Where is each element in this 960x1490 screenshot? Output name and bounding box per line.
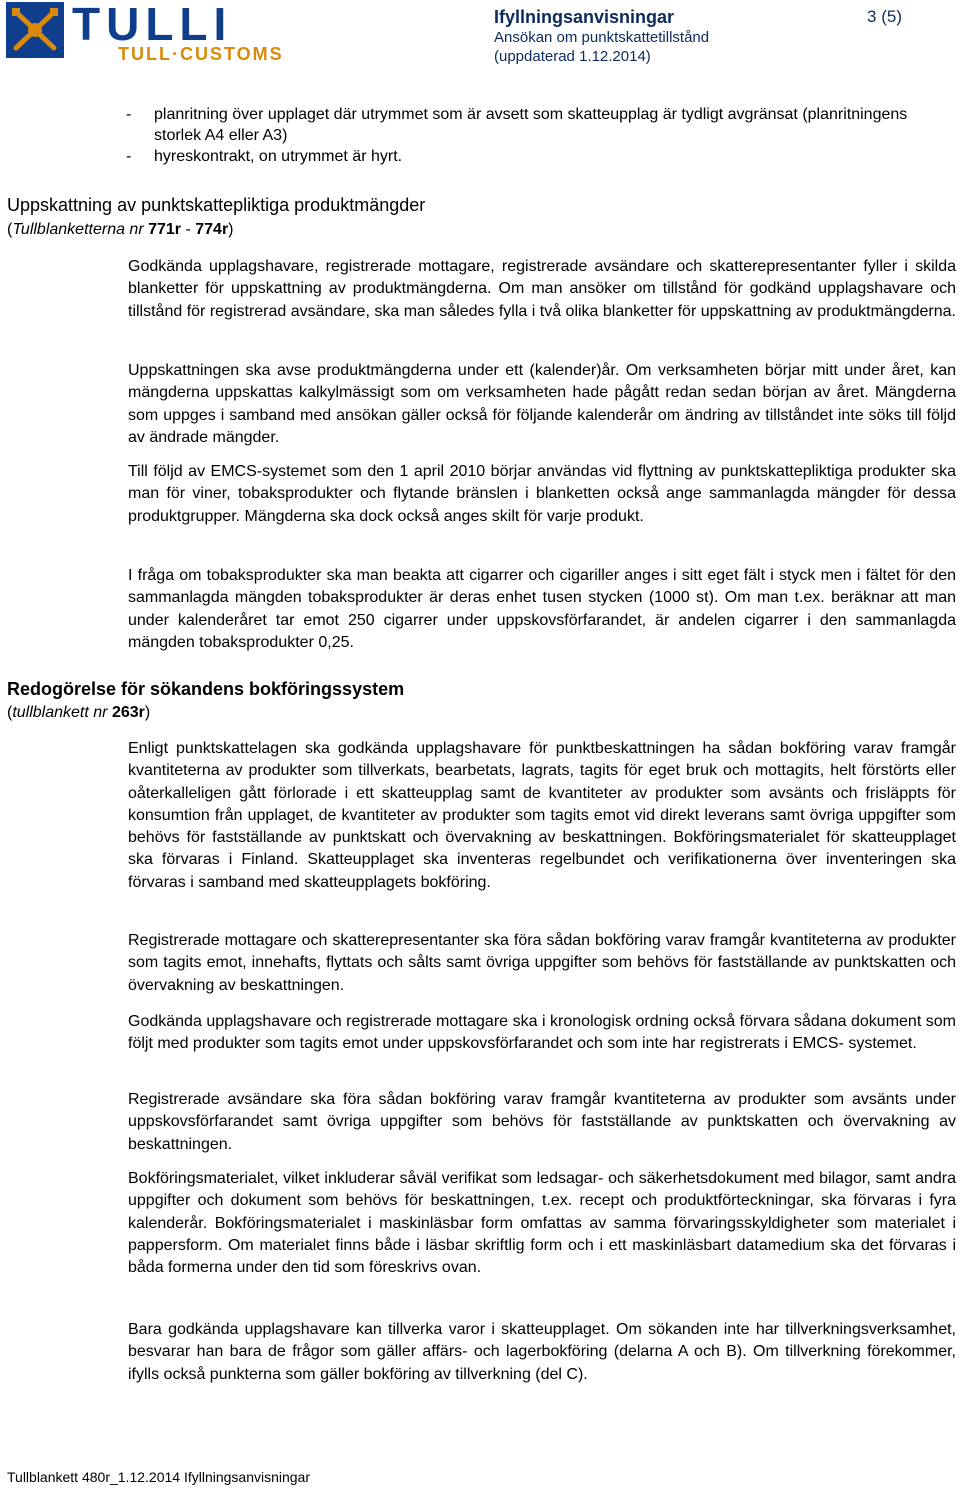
paren-close: )	[144, 704, 151, 721]
list-item	[126, 146, 956, 167]
bullet-dash: -	[126, 148, 132, 165]
paragraph: Godkända upplagshavare, registrerade mottagare, registrerade avsändare och skatterepresentanter fyller i skilda blanketter för uppskattning av produktmängderna. Om man ansöker om tillstånd för godkänd upplagshavare och tillstånd för registrerad avsändare, ska man således fylla i två olika blanketter för uppskattning av produktmängderna.	[128, 258, 956, 320]
form-number: 263r	[111, 704, 145, 721]
paragraph: Till följd av EMCS-systemet som den 1 april 2010 börjar användas vid flyttning av punktskattepliktiga produkter ska man för viner, tobaksprodukter och flytande bränslen i blanketten också ange sammanlagda mängder för dessa produktgrupper. Mängderna ska dock också anges skilt för varje produkt.	[128, 463, 956, 525]
paragraph: I fråga om tobaksprodukter ska man beakta att cigarrer och cigariller anges i sitt eget fält i styck men i fältet för den sammanlagda mängden tobaksprodukter är deras enhet tusen stycken (1000 st). Om man t.ex. beräknar att man under kalenderåret tar emot 250 cigarrer under uppskovsförfarandet, är andelen cigarrer i den sammanlagda mängden tobaksprodukter 0,25.	[128, 567, 956, 651]
document-title: Ifyllningsanvisningar	[494, 7, 675, 27]
list-item	[126, 104, 956, 146]
section-heading-bookkeeping: Redogörelse för sökandens bokföringssystem	[7, 679, 405, 699]
paragraph: Registrerade mottagare och skatterepresentanter ska föra sådan bokföring varav framgår kvantiteterna av produkter som tagits emot, innehafts, flyttats och sålts samt övriga uppgifter som behövs för fastställande av punktskatten och övervakning av beskattningen.	[128, 932, 956, 994]
page-header	[494, 6, 954, 66]
logo-wordmark: TULLI	[72, 0, 233, 50]
document-updated: (uppdaterad 1.12.2014)	[494, 48, 651, 65]
section-subheading-forms	[7, 219, 234, 240]
paren-open: (	[7, 704, 13, 721]
form-label: tullblankett nr	[12, 704, 112, 721]
paren-close: )	[228, 221, 234, 238]
form-number-start: 771r	[148, 221, 182, 238]
section-subheading-form	[7, 702, 150, 723]
tulli-logo	[6, 2, 306, 68]
page-number: 3 (5)	[867, 7, 902, 26]
paragraph: Bara godkända upplagshavare kan tillverka varor i skatteupplaget. Om sökanden inte har tillverkningsverksamhet, besvarar han bara de frågor som gäller affärs- och lagerbokföring (delarna A och B). Om tillverkning förekommer, ifylls också punkterna som gäller bokföring av tillverkning (del C).	[128, 1321, 956, 1383]
attachment-list	[126, 104, 956, 167]
bullet-dash: -	[126, 106, 132, 123]
logo-subtitle: TULL·CUSTOMS	[118, 44, 284, 64]
paren-open: (	[7, 221, 13, 238]
form-range-sep: -	[181, 221, 196, 238]
paragraph: Bokföringsmaterialet, vilket inkluderar såväl verifikat som ledsagar- och säkerhetsdokument med bilagor, samt andra uppgifter och dokument som behövs för beskattningen, t.ex. recept och produktförteckningar, ska förvaras i fyra kalenderår. Bokföringsmaterialet i maskinläsbar form omfattas av samma förvaringsskyldigheter som materialet i pappersform. Om materialet finns både i läsbar skriftlig form och i ett maskinläsbart datamedium ska det förvaras i båda formerna under den tid som föreskrivs ovan.	[128, 1170, 956, 1277]
paragraph: Uppskattningen ska avse produktmängderna under ett (kalender)år. Om verksamheten börjar mitt under året, kan mängderna uppskattas kalkylmässigt som om verksamheten hade pågått redan sedan början av året. Mängderna som uppges i samband med ansökan gäller också för följande kalenderår om ändring av tillståndet inte söks till följd av ändrade mängder.	[128, 362, 956, 446]
paragraph: Godkända upplagshavare och registrerade mottagare ska i kronologisk ordning också förvara sådana dokument som följt med produkter som tagits emot under uppskovsförfarandet och som inte har registrerats i EMCS- systemet.	[128, 1013, 956, 1053]
page-footer: Tullblankett 480r_1.12.2014 Ifyllningsanvisningar	[7, 1469, 311, 1485]
paragraph: Registrerade avsändare ska föra sådan bokföring varav framgår kvantiteterna av produkter som avsänts under uppskovsförfarandet samt övriga uppgifter som behövs för fastställande av punktskatten och övervakning av beskattningen.	[128, 1091, 956, 1153]
paragraph: Enligt punktskattelagen ska godkända upplagshavare för punktbeskattningen ha sådan bokföring varav framgår kvantiteterna av produkter som tillverkats, bearbetats, lagrats, tagits för eget bruk och mottagits, helt förstörts eller oåterkalleligen gått förlorade i ett skatteupplag samt de kvantiteter av produkter som avsänts och frisläppts för konsumtion från upplaget, de kvantiteter av produkter som tagits emot vid direkt leverans samt övriga uppgifter som behövs för fastställande av punktskatt och övervakning av beskattningen. Bokföringsmaterialet för skatteupplaget ska förvaras i Finland. Skatteupplaget ska inventeras regelbundet och verifikationerna över inventeringen ska förvaras i samband med skatteupplagets bokföring.	[128, 740, 956, 891]
list-item-text: planritning över upplaget där utrymmet som är avsett som skatteupplag är tydligt avgränsat (planritningens storlek A4 eller A3)	[154, 106, 908, 144]
tulli-emblem-icon	[6, 2, 64, 58]
list-item-text: hyreskontrakt, on utrymmet är hyrt.	[154, 148, 403, 165]
document-subtitle: Ansökan om punktskattetillstånd	[494, 29, 710, 46]
section-heading-estimate: Uppskattning av punktskattepliktiga produktmängder	[7, 195, 426, 215]
forms-label: Tullblanketterna nr	[12, 221, 149, 238]
form-number-end: 774r	[195, 221, 229, 238]
